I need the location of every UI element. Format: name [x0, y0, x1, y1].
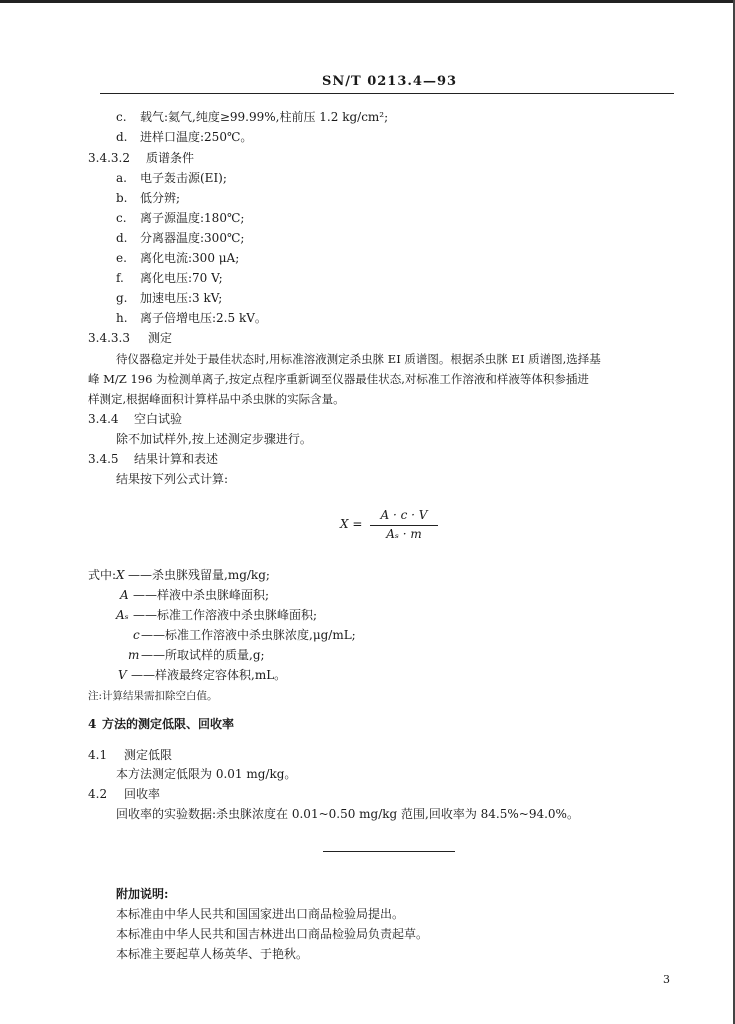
- legend-note: 注:计算结果需扣除空白值。: [88, 690, 218, 702]
- appendix-line: 本标准主要起草人杨英华、于艳秋。: [116, 947, 309, 961]
- legend-text: ——所取试样的质量,g;: [141, 648, 265, 662]
- appendix-line: 本标准由中华人民共和国吉林进出口商品检验局负责起草。: [116, 927, 429, 941]
- legend-text: ——标准工作溶液中杀虫脒峰面积;: [133, 608, 318, 622]
- scan-top-edge: [0, 0, 735, 3]
- list-item-text: 进样口温度:250℃。: [140, 130, 253, 144]
- formula-fraction-bar: [370, 525, 438, 526]
- list-item-text: 低分辨;: [140, 191, 181, 205]
- result-formula: [340, 508, 460, 542]
- paragraph-line: 回收率的实验数据:杀虫脒浓度在 0.01~0.50 mg/kg 范围,回收率为 84.5%~94.0%。: [116, 807, 579, 821]
- list-item-label: e.: [116, 251, 127, 265]
- appendix-line: 本标准由中华人民共和国国家进出口商品检验局提出。: [116, 907, 405, 921]
- legend-symbol: X: [116, 568, 125, 582]
- paragraph-line: 结果按下列公式计算:: [116, 472, 229, 486]
- section-number: 3.4.3.3: [88, 331, 130, 345]
- section-number: 3.4.5: [88, 452, 119, 466]
- formula-numerator: A · c · V: [380, 508, 428, 522]
- section-title: 回收率: [124, 787, 161, 801]
- formula-denominator: Aₛ · m: [386, 527, 422, 541]
- legend-symbol: Aₛ: [116, 608, 129, 622]
- paragraph-line: 峰 M/Z 196 为检测单离子,按定点程序重新调至仪器最佳状态,对标准工作溶液和样液等体积参插进: [88, 372, 589, 386]
- paragraph-line: 本方法测定低限为 0.01 mg/kg。: [116, 767, 297, 781]
- page-number: 3: [663, 973, 670, 986]
- section-number: 4.2: [88, 787, 108, 801]
- list-item-label: c.: [116, 110, 127, 124]
- legend-prefix: 式中:: [88, 568, 117, 582]
- list-item-label: b.: [116, 191, 128, 205]
- section-title: 质谱条件: [146, 151, 195, 165]
- list-item-label: f.: [116, 271, 124, 285]
- list-item-label: c.: [116, 211, 127, 225]
- section-title: 空白试验: [134, 412, 183, 426]
- list-item-text: 载气:氦气,纯度≥99.99%,柱前压 1.2 kg/cm²;: [140, 110, 389, 124]
- page-header-title: SN/T 0213.4—93: [322, 74, 458, 89]
- legend-text: ——杀虫脒残留量,mg/kg;: [128, 568, 270, 582]
- section-number: 3.4.4: [88, 412, 119, 426]
- formula-lhs: X =: [340, 517, 363, 531]
- list-item-text: 离子倍增电压:2.5 kV。: [140, 311, 267, 325]
- list-item-text: 电子轰击源(EI);: [140, 171, 227, 185]
- paragraph-line: 除不加试样外,按上述测定步骤进行。: [116, 432, 312, 446]
- list-item-text: 加速电压:3 kV;: [140, 291, 223, 305]
- header-rule: [100, 93, 674, 94]
- section-number: 4.1: [88, 748, 108, 762]
- section-number: 3.4.3.2: [88, 151, 130, 165]
- legend-symbol: A: [120, 588, 129, 602]
- legend-symbol: m: [128, 648, 140, 662]
- list-item-label: d.: [116, 130, 128, 144]
- paragraph-line: 待仪器稳定并处于最佳状态时,用标准溶液测定杀虫脒 EI 质谱图。根据杀虫脒 EI 质谱图,选择基: [116, 352, 601, 366]
- section-title: 测定: [148, 331, 173, 345]
- separator-rule: [323, 851, 455, 852]
- legend-text: ——样液中杀虫脒峰面积;: [133, 588, 270, 602]
- section-title: 方法的测定低限、回收率: [102, 717, 235, 731]
- appendix-title: 附加说明:: [116, 887, 169, 901]
- section-title: 测定低限: [124, 748, 173, 762]
- legend-symbol: c: [133, 628, 140, 642]
- section-title: 结果计算和表述: [134, 452, 219, 466]
- list-item-label: a.: [116, 171, 127, 185]
- list-item-label: h.: [116, 311, 128, 325]
- legend-text: ——标准工作溶液中杀虫脒浓度,μg/mL;: [141, 628, 356, 642]
- list-item-text: 离化电压:70 V;: [140, 271, 223, 285]
- list-item-text: 分离器温度:300℃;: [140, 231, 245, 245]
- list-item-text: 离化电流:300 μA;: [140, 251, 240, 265]
- list-item-text: 离子源温度:180℃;: [140, 211, 245, 225]
- list-item-label: d.: [116, 231, 128, 245]
- legend-symbol: V: [118, 668, 127, 682]
- section-number: 4: [88, 717, 97, 731]
- legend-text: ——样液最终定容体积,mL。: [131, 668, 287, 682]
- list-item-label: g.: [116, 291, 128, 305]
- paragraph-line: 样测定,根据峰面积计算样品中杀虫脒的实际含量。: [88, 392, 345, 406]
